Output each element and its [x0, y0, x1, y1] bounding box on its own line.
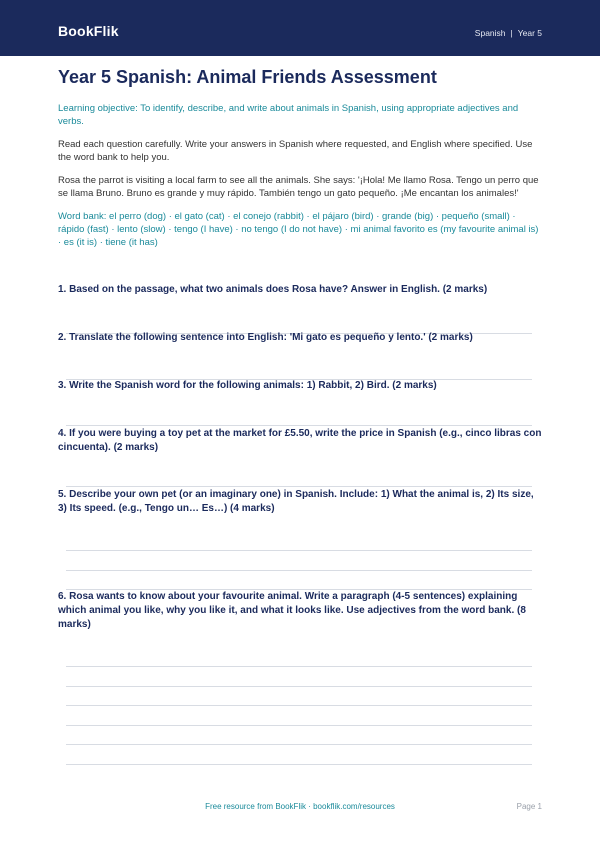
- page-number: Page 1: [516, 802, 542, 811]
- header-meta: [475, 28, 542, 38]
- instructions: Read each question carefully. Write your answers in Spanish where requested, and English where specified. Use the word bank to help you.: [58, 139, 533, 163]
- answer-line[interactable]: [66, 705, 532, 706]
- answer-line[interactable]: [66, 425, 532, 426]
- question-6: 6. Rosa wants to know about your favourite animal. Write a paragraph (4-5 sentences) explaining which animal you like, why you like it, and what it looks like. Use adjectives from the word bank. (8 marks): [58, 591, 526, 630]
- answer-line[interactable]: [66, 550, 532, 551]
- subject-label: Spanish: [474, 28, 506, 38]
- answer-line[interactable]: [66, 764, 532, 765]
- answer-line[interactable]: [66, 686, 532, 687]
- year-label: Year 5: [517, 28, 542, 38]
- header-divider: |: [510, 28, 513, 38]
- answer-line[interactable]: [66, 570, 532, 571]
- answer-line[interactable]: [66, 486, 532, 487]
- question-4: 4. If you were buying a toy pet at the market for £5.50, write the price in Spanish (e.g., cinco libras con cincuenta). (2 marks): [58, 428, 542, 453]
- word-bank: Word bank: el perro (dog) · el gato (cat) · el conejo (rabbit) · el pájaro (bird) · grande (big) · pequeño (small) · rápido (fast) · lento (slow) · tengo (I have) · no tengo (I do not have) · mi animal favorito es (my favourite animal is) · es (it is) · tiene (it has): [58, 211, 539, 248]
- footer-link[interactable]: Free resource from BookFlik · bookflik.com/resources: [205, 802, 395, 811]
- answer-line[interactable]: [66, 725, 532, 726]
- question-2: 2. Translate the following sentence into English: 'Mi gato es pequeño y lento.' (2 marks): [58, 332, 473, 343]
- question-1: 1. Based on the passage, what two animals does Rosa have? Answer in English. (2 marks): [58, 284, 488, 295]
- page-header: [0, 0, 600, 56]
- question-3: 3. Write the Spanish word for the following animals: 1) Rabbit, 2) Bird. (2 marks): [58, 380, 437, 391]
- document-intro: [58, 66, 544, 263]
- page-title: Year 5 Spanish: Animal Friends Assessment: [58, 67, 437, 87]
- brand-logo[interactable]: BookFlik: [58, 23, 119, 39]
- reading-passage: Rosa the parrot is visiting a local farm to see all the animals. She says: '¡Hola! Me llamo Rosa. Tengo un perro que se llama Bruno. Bruno es grande y muy rápido. También tengo un gato pequeño. ¡Me encantan los animales!': [58, 175, 539, 199]
- answer-line[interactable]: [66, 666, 532, 667]
- question-5: 5. Describe your own pet (or an imaginary one) in Spanish. Include: 1) What the animal is, 2) Its size, 3) Its speed. (e.g., Tengo un… Es…) (4 marks): [58, 489, 534, 514]
- learning-objective: Learning objective: To identify, describe, and write about animals in Spanish, using appropriate adjectives and verbs.: [58, 103, 519, 127]
- answer-line[interactable]: [66, 744, 532, 745]
